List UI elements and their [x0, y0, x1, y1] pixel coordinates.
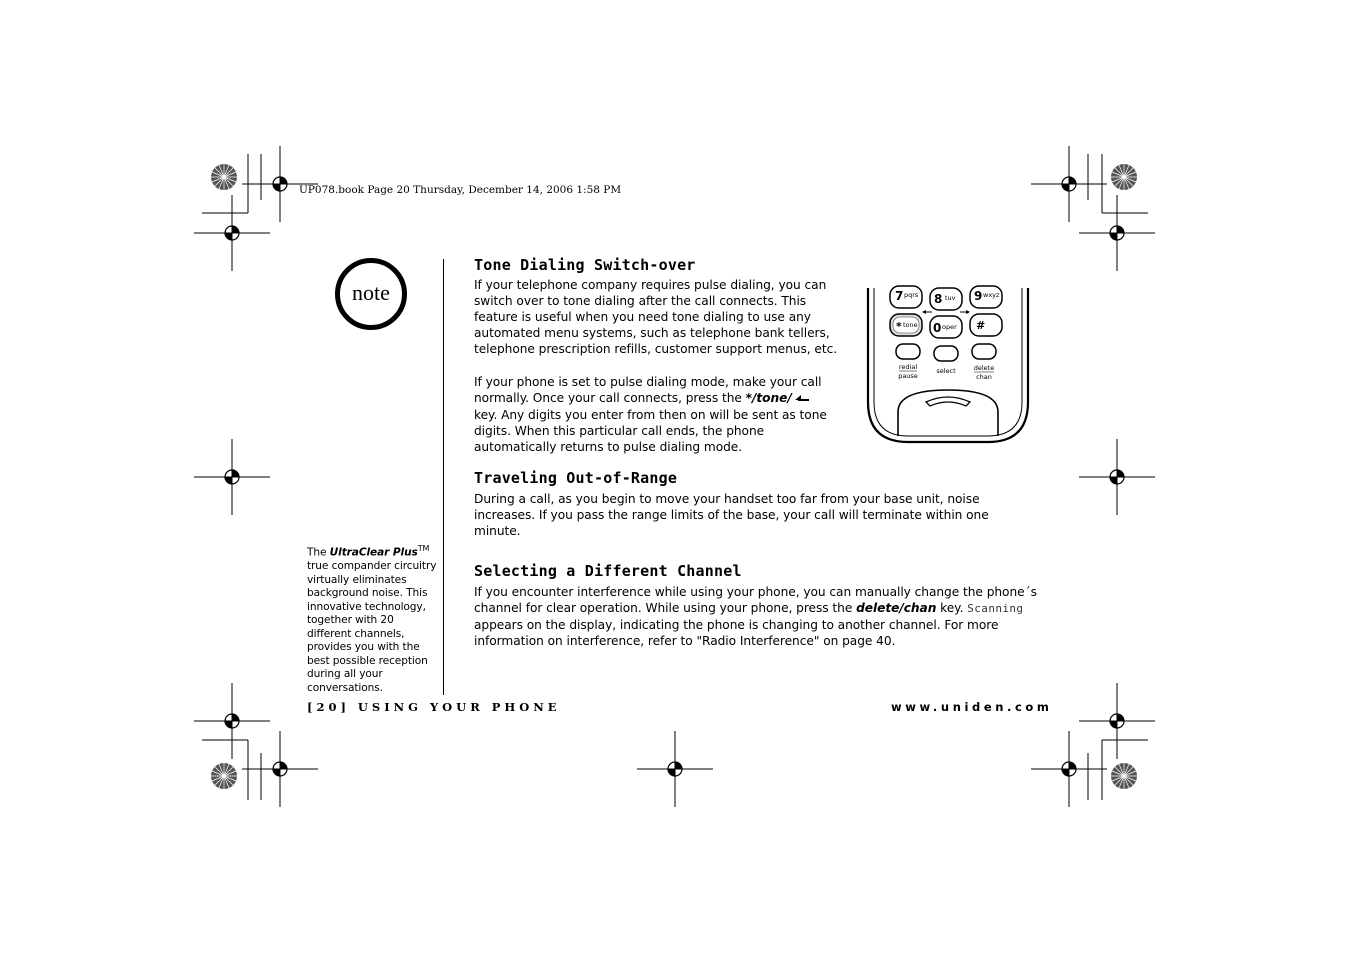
section-title-out-of-range: Traveling Out-of-Range	[474, 469, 678, 487]
sidebar-line: together with 20	[307, 614, 394, 627]
key-7	[890, 286, 922, 308]
svg-text:tone: tone	[903, 321, 918, 329]
sidebar-line: provides you with the	[307, 641, 420, 654]
key-select	[934, 346, 958, 375]
flash-arrow-icon	[794, 391, 810, 407]
sidebar-line: conversations.	[307, 681, 383, 694]
handset-keypad-illustration	[862, 284, 1034, 450]
svg-text:tuv: tuv	[945, 294, 956, 302]
section-title-channel: Selecting a Different Channel	[474, 562, 742, 580]
tone-paragraph-1: If your telephone company requires pulse dialing, you can switch over to tone dialing after the call connects. This feature is useful when you need tone dialing to use any automated menu systems, such as telephone bank tellers, telephone prescription refills, customer support menus, etc.	[474, 278, 838, 357]
section-title-tone-dialing: Tone Dialing Switch-over	[474, 256, 696, 274]
key-delete-chan	[972, 344, 996, 381]
key-0-oper	[930, 316, 962, 338]
svg-text:pqrs: pqrs	[904, 291, 919, 299]
tone-key-label: */tone/	[745, 391, 792, 406]
trademark-mark: TM	[417, 544, 430, 553]
svg-text:7: 7	[895, 289, 904, 303]
product-name: UltraClear Plus	[329, 546, 418, 559]
svg-text:delete: delete	[973, 364, 995, 372]
range-paragraph: During a call, as you begin to move your handset too far from your base unit, noise increases. If you pass the range limits of the base, your call will terminate within one minute.	[474, 492, 989, 539]
sidebar-line: virtually eliminates	[307, 573, 407, 586]
sidebar-line: different channels,	[307, 627, 405, 640]
page-footer-label: [20] USING YOUR PHONE	[307, 700, 561, 714]
svg-text:*: *	[896, 320, 902, 333]
svg-text:#: #	[976, 319, 986, 332]
delete-chan-key-label: delete/chan	[856, 601, 937, 616]
sidebar-line: innovative technology,	[307, 600, 426, 613]
sidebar-note	[307, 542, 436, 695]
svg-text:9: 9	[974, 289, 983, 303]
key-9	[970, 286, 1002, 308]
print-header: UP078.book Page 20 Thursday, December 14, 2006 1:58 PM	[299, 184, 622, 196]
sidebar-line: during all your	[307, 668, 383, 681]
website-url: www.uniden.com	[891, 700, 1053, 714]
key-star-tone	[890, 314, 922, 336]
svg-text:wxyz: wxyz	[983, 291, 1000, 299]
key-8	[930, 288, 962, 310]
key-redial-pause	[896, 344, 920, 380]
sidebar-line: true compander circuitry	[307, 560, 437, 573]
svg-text:8: 8	[934, 292, 943, 306]
svg-text:select: select	[936, 367, 956, 375]
note-badge	[335, 258, 407, 330]
sidebar-line: The UltraClear Plus™	[307, 544, 430, 559]
column-divider	[443, 259, 444, 695]
sidebar-line: best possible reception	[307, 654, 428, 667]
tone-paragraph-2: If your phone is set to pulse dialing mode, make your call normally. Once your call connects, press the */tone/ key. Any digits you enter from then on will be sent as tone digits. When this particular call ends, the phone automatically returns to pulse dialing mode.	[474, 375, 827, 454]
key-hash	[970, 314, 1002, 336]
svg-text:oper: oper	[942, 323, 957, 331]
svg-text:redial: redial	[898, 363, 918, 371]
svg-text:pause: pause	[898, 372, 918, 380]
channel-paragraph: If you encounter interference while using your phone, you can manually change the phone´s channel for clear operation. While using your phone, press the delete/chan key. Scanning appears on the display, indicating the phone is changing to another channel. For more information on interference, refer to "Radio Interference" on page 40.	[474, 585, 1037, 649]
note-badge-label: note	[352, 280, 390, 305]
sidebar-line: background noise. This	[307, 587, 428, 600]
svg-text:0: 0	[933, 321, 942, 335]
svg-text:chan: chan	[976, 373, 992, 381]
lcd-scanning-text: Scanning	[967, 602, 1024, 616]
